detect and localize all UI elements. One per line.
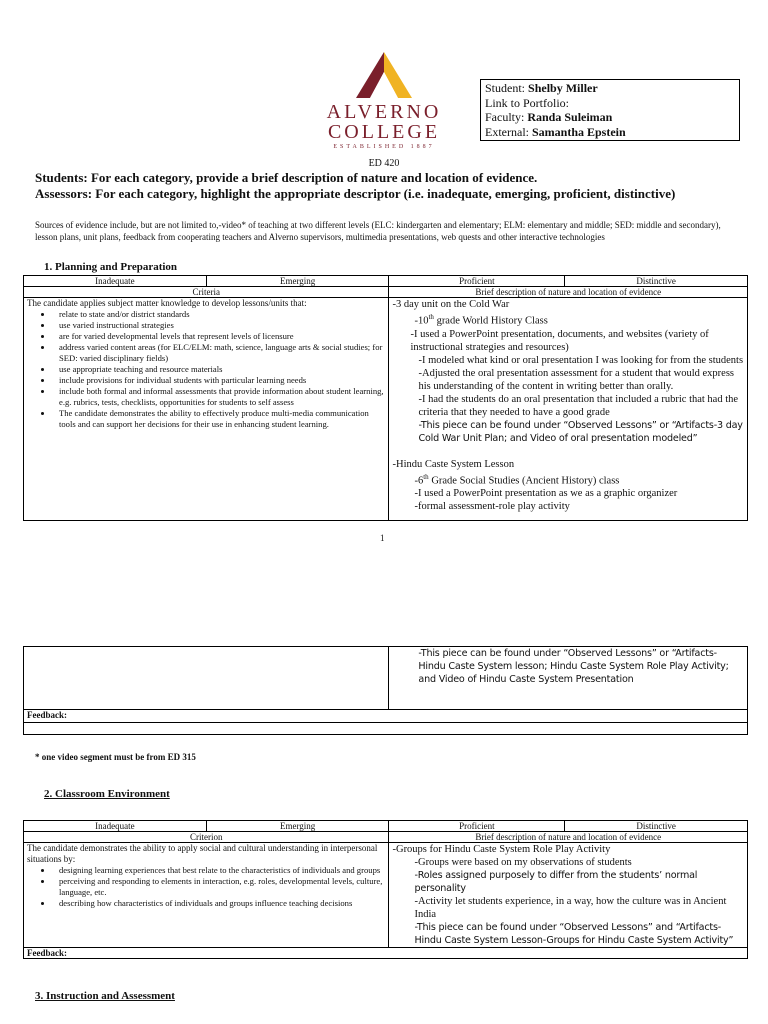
evidence-location-note: -This piece can be found under “Observed Lessons” and “Artifacts-Hindu Caste System Lesson-Groups for Hindu Caste System Activity” — [414, 922, 734, 946]
criteria-item: • include provisions for individual students with particular learning needs — [53, 375, 385, 386]
criteria-header: Criteria — [24, 287, 389, 298]
evidence-line: -Groups for Hindu Caste System Role Play Activity — [392, 844, 611, 855]
criteria-list — [27, 865, 385, 909]
criterion-header: Criterion — [24, 832, 389, 843]
evidence-header: Brief description of nature and location of evidence — [389, 287, 748, 298]
student-name: Shelby Miller — [528, 81, 598, 95]
evidence-line: -6th Grade Social Studies (Ancient History) class — [414, 472, 620, 486]
student-label: Student: — [485, 81, 529, 95]
evidence-header: Brief description of nature and location of evidence — [389, 832, 748, 843]
criteria-item: • are for varied developmental levels that represent levels of licensure — [53, 331, 385, 342]
level-emerging[interactable]: Emerging — [206, 821, 389, 832]
external-line — [485, 125, 735, 140]
criteria-list — [27, 309, 385, 430]
level-inadequate[interactable]: Inadequate — [24, 276, 207, 287]
level-distinctive[interactable]: Distinctive — [565, 276, 748, 287]
section1-evidence-cell[interactable] — [389, 298, 748, 521]
section1-continued-table — [23, 646, 748, 735]
evidence-line: -Roles assigned purposely to differ from the students’ normal personality — [414, 870, 698, 894]
logo-line2: COLLEGE — [327, 121, 441, 143]
criteria-item: • The candidate demonstrates the ability to effectively produce multi-media communication tools and can support her decisions for their use in enhancing student learning. — [53, 408, 385, 430]
section3-title: 3. Instruction and Assessment — [35, 990, 175, 1002]
faculty-name: Randa Suleiman — [527, 110, 613, 124]
criteria-item: • perceiving and responding to elements in interaction, e.g. roles, developmental levels, culture, language, etc. — [53, 876, 385, 898]
evidence-line: -Activity let students experience, in a way, how the culture was in Ancient India — [414, 896, 727, 920]
feedback-label: Feedback: — [24, 948, 748, 959]
continued-criteria-cell — [24, 647, 389, 710]
criteria-item: • designing learning experiences that best relate to the characteristics of individuals and groups — [53, 865, 385, 876]
student-info-box — [480, 79, 740, 141]
alverno-college-logo — [318, 50, 450, 160]
external-name: Samantha Epstein — [531, 124, 626, 139]
criteria-intro: The candidate applies subject matter knowledge to develop lessons/units that: — [27, 298, 307, 308]
criteria-item: • use varied instructional strategies — [53, 320, 385, 331]
students-instruction: Students: For each category, provide a brief description of nature and location of evidence. — [35, 170, 538, 185]
logo-line1: ALVERNO — [326, 101, 442, 123]
evidence-line: -10th grade World History Class — [414, 313, 548, 327]
section2-table — [23, 820, 748, 959]
sources-of-evidence-text: Sources of evidence include, but are not limited to,-video* of teaching at two different levels (ELC: kindergarten and elementary; ELM: elementary and middle; SED: middle and secondary), lesson plans, unit plans, feedback from cooperating teachers and Alverno supervisors, multimedia presentations, web quests and other interactive technologies — [35, 220, 721, 242]
evidence-location-note: -This piece can be found under “Observed Lessons” or “Artifacts-Hindu Caste System lesson; Hindu Caste System Role Play Activity; and Video of Hindu Caste System Presentation — [418, 648, 729, 685]
evidence-line: -3 day unit on the Cold War — [392, 299, 510, 310]
instructions-heading — [35, 170, 675, 202]
evidence-line: -I modeled what kind or oral presentation I was looking for from the students — [418, 354, 744, 366]
course-code: ED 420 — [368, 158, 400, 169]
alverno-a-logo-icon — [354, 50, 414, 100]
evidence-location-note: -This piece can be found under “Observed Lessons” or “Artifacts-3 day Cold War Unit Plan; and Video of oral presentation modeled” — [418, 419, 743, 444]
page-number: 1 — [380, 533, 385, 543]
continued-evidence-cell[interactable] — [389, 647, 748, 710]
evidence-line: -Groups were based on my observations of students — [414, 857, 632, 868]
section2-title: 2. Classroom Environment — [44, 788, 170, 800]
section2-evidence-cell[interactable] — [389, 843, 748, 948]
section1-criteria-cell — [24, 298, 389, 521]
criteria-item: • address varied content areas (for ELC/ELM: math, science, language arts & social studies; for SED: varied disciplinary fields) — [53, 342, 385, 364]
section1-title: 1. Planning and Preparation — [44, 261, 178, 273]
criteria-item: • include both formal and informal assessments that provide information about student learning, e.g. rubrics, tests, checklists, opportunities for students to self assess — [53, 386, 385, 408]
logo-established: ESTABLISHED 1887 — [333, 144, 435, 150]
level-emerging[interactable]: Emerging — [206, 276, 389, 287]
section1-table — [23, 275, 748, 521]
student-line — [485, 81, 735, 96]
evidence-line: -I had the students do an oral presentation that included a rubric that had the criteria that they needed to have a good grade — [418, 393, 739, 418]
criteria-intro: The candidate demonstrates the ability to apply social and cultural understanding in interpersonal situations by: — [27, 843, 378, 864]
assessors-instruction: Assessors: For each category, highlight the appropriate descriptor (i.e. inadequate, emerging, proficient, distinctive) — [35, 186, 676, 201]
feedback-label: Feedback: — [24, 710, 748, 723]
level-distinctive[interactable]: Distinctive — [565, 821, 748, 832]
evidence-line: -I used a PowerPoint presentation as we as a graphic organizer — [414, 488, 678, 499]
faculty-line — [485, 110, 735, 125]
level-proficient[interactable]: Proficient — [389, 276, 565, 287]
criteria-item: • relate to state and/or district standards — [53, 309, 385, 320]
external-label: External: — [485, 124, 532, 139]
evidence-line: -formal assessment-role play activity — [414, 501, 570, 512]
section2-criteria-cell — [24, 843, 389, 948]
feedback-field[interactable] — [24, 723, 748, 735]
evidence-line: -I used a PowerPoint presentation, documents, and websites (variety of instructional strategies and resources) — [410, 328, 709, 353]
faculty-label: Faculty: — [485, 110, 528, 124]
level-proficient[interactable]: Proficient — [389, 821, 565, 832]
criteria-item: • use appropriate teaching and resource materials — [53, 364, 385, 375]
criteria-item: • describing how characteristics of individuals and groups influence teaching decisions — [53, 898, 385, 909]
portfolio-link-label[interactable]: Link to Portfolio: — [485, 95, 569, 110]
evidence-line: -Hindu Caste System Lesson — [392, 458, 515, 470]
evidence-line: -Adjusted the oral presentation assessment for a student that would express his understanding of the content in writing better than orally. — [418, 367, 734, 392]
level-inadequate[interactable]: Inadequate — [24, 821, 207, 832]
video-note: * one video segment must be from ED 315 — [35, 752, 196, 762]
